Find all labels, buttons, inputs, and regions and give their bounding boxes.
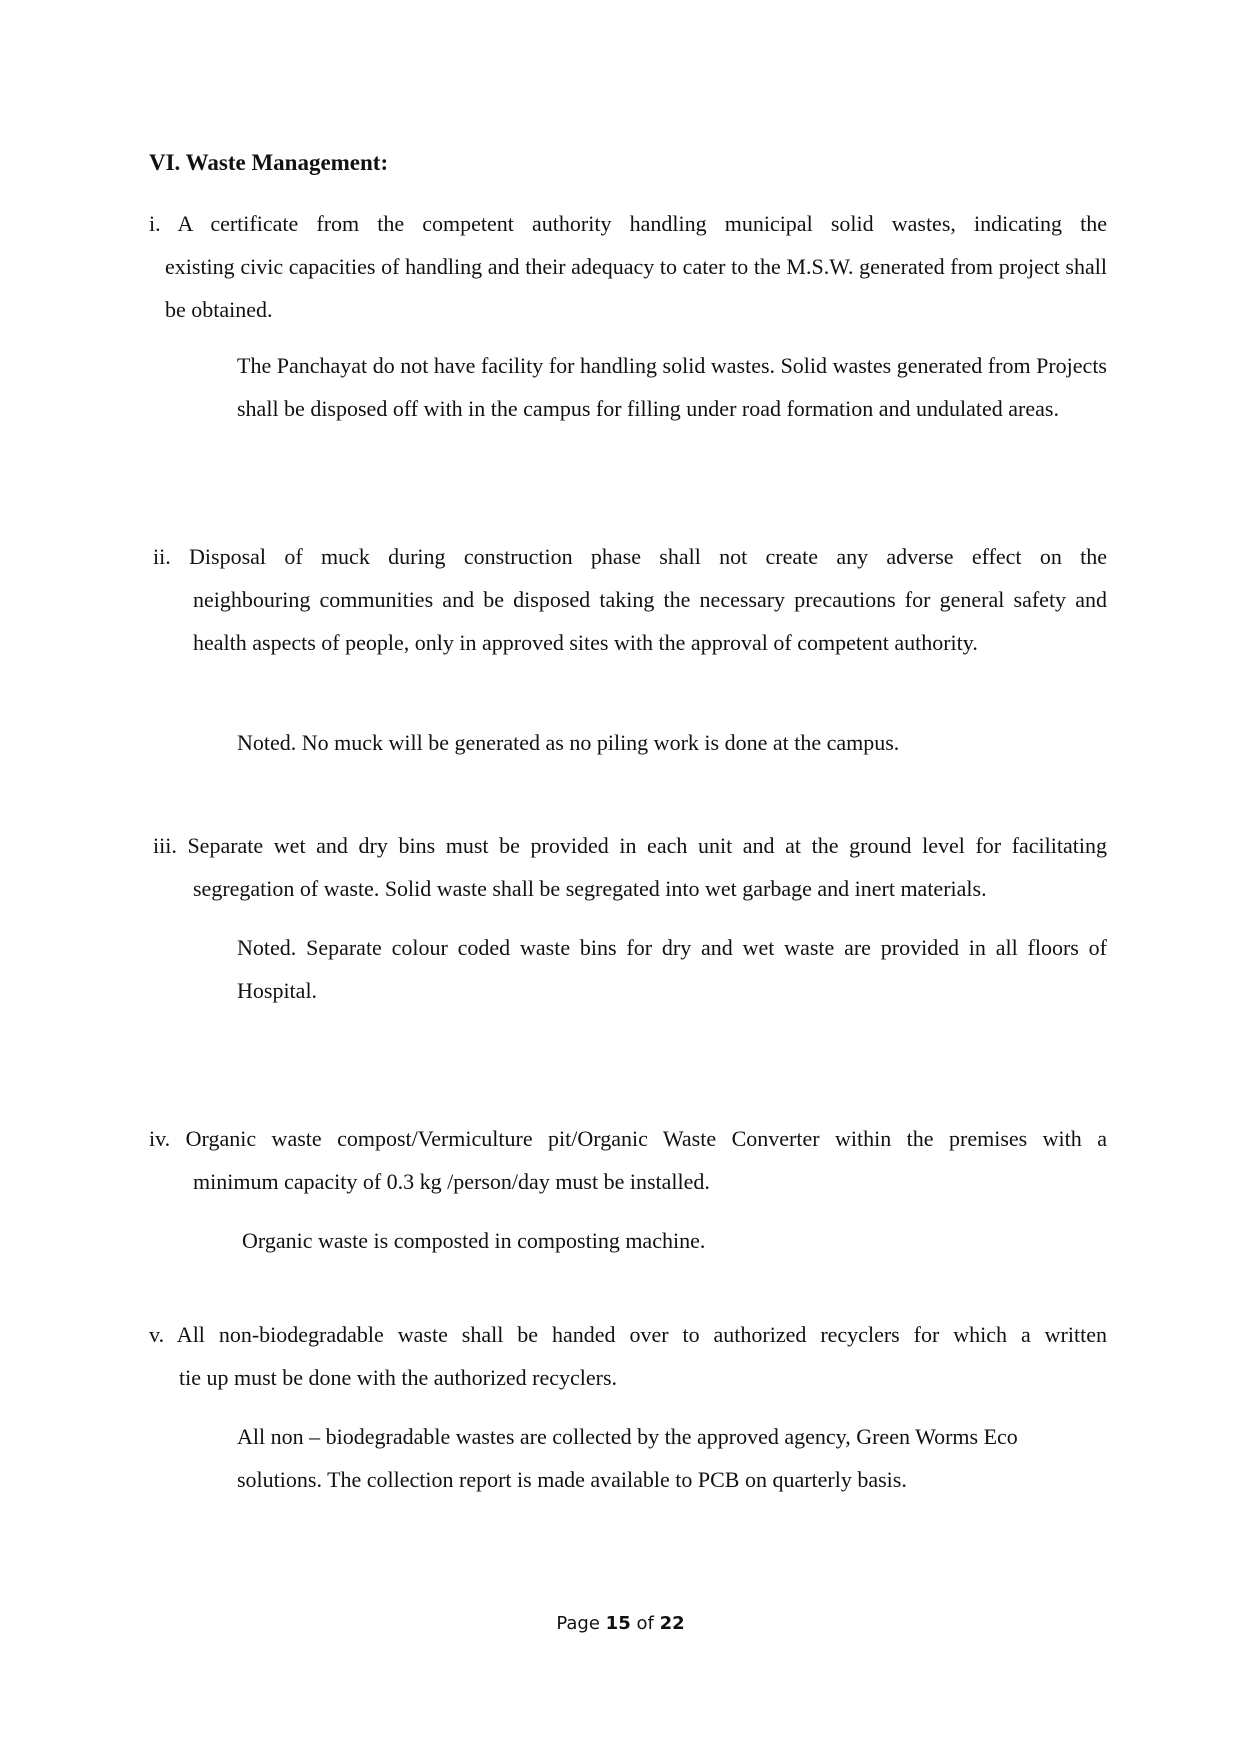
item-text-first-line: iv. Organic waste compost/Vermiculture pit/Organic Waste Converter within the premises with a: [149, 1126, 1107, 1151]
response-text-i: The Panchayat do not have facility for handling solid wastes. Solid wastes generated from Projects shall be disposed off with in the campus for filling under road formation and undulated areas.: [237, 353, 1107, 421]
current-page-number: 15: [605, 1613, 631, 1634]
list-item-v: [149, 1313, 1107, 1399]
list-item-iv: [149, 1117, 1107, 1203]
item-text-continuation: neighbouring communities and be disposed taking the necessary precautions for general safety and health aspects of people, only in approved sites with the approval of competent authority.: [193, 587, 1107, 655]
list-item-i: [149, 202, 1107, 331]
item-text-first-line: i. A certificate from the competent authority handling municipal solid wastes, indicating the: [149, 211, 1107, 236]
page-label: Page: [556, 1613, 600, 1634]
response-text-v: All non – biodegradable wastes are collected by the approved agency, Green Worms Eco solutions. The collection report is made available to PCB on quarterly basis.: [237, 1424, 1018, 1492]
item-text-continuation: minimum capacity of 0.3 kg /person/day must be installed.: [193, 1169, 710, 1194]
item-text-first-line: v. All non-biodegradable waste shall be handed over to authorized recyclers for which a written: [149, 1322, 1107, 1347]
response-text-ii: Noted. No muck will be generated as no piling work is done at the campus.: [237, 730, 900, 755]
item-text-first-line: iii. Separate wet and dry bins must be provided in each unit and at the ground level for facilitating: [153, 833, 1107, 858]
item-text-continuation: tie up must be done with the authorized recyclers.: [179, 1365, 618, 1390]
response-text-iii: Noted. Separate colour coded waste bins for dry and wet waste are provided in all floors of Hospital.: [237, 935, 1107, 1003]
list-item-iii: [153, 824, 1107, 910]
list-item-ii: [153, 535, 1107, 664]
item-text-continuation: existing civic capacities of handling and their adequacy to cater to the M.S.W. generated from project shall be obtained.: [165, 254, 1107, 322]
total-pages-number: 22: [659, 1613, 685, 1634]
of-label: of: [636, 1613, 654, 1634]
section-heading: VI. Waste Management:: [149, 150, 389, 175]
page-footer: [0, 1612, 1241, 1636]
response-text-iv: Organic waste is composted in composting machine.: [242, 1228, 706, 1253]
item-text-first-line: ii. Disposal of muck during construction phase shall not create any adverse effect on the: [153, 544, 1107, 569]
item-text-continuation: segregation of waste. Solid waste shall be segregated into wet garbage and inert materials.: [193, 876, 987, 901]
